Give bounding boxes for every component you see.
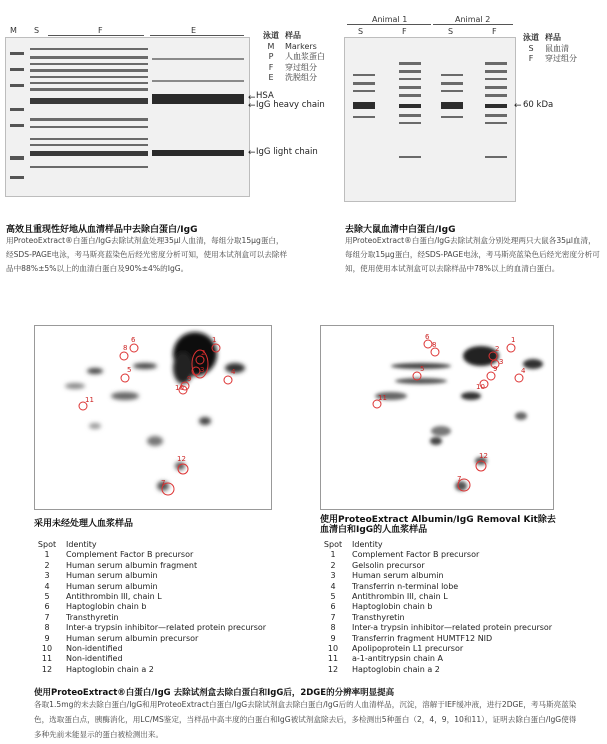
- lane-bracket-f: [48, 35, 144, 36]
- legend-row: F 穿过组分: [268, 62, 317, 72]
- table-row: 1 Complement Factor B precursor: [44, 550, 194, 560]
- table-row: 2 Gelsolin precursor: [330, 560, 425, 570]
- 2d-right-caption-line1: 使用ProteoExtract Albumin/IgG Removal Kit除去: [320, 515, 556, 525]
- 2d-left-caption: 采用未经处理人血浆样品: [34, 519, 134, 529]
- table-row: 12 Haptoglobin chain a 2: [327, 664, 440, 674]
- spot-label-11: 11: [378, 394, 387, 402]
- gel-image-human-serum: [5, 37, 250, 197]
- annotation-60kda: 60 kDa: [523, 100, 554, 110]
- arrow-icon: ←: [514, 101, 522, 111]
- spot-table-left: Spot Identity 1 Complement Factor B precursor 2 Human serum albumin fragment 3 Human serum albumin 4 Human serum albumin 5 Antithrombin III, chain L 6 Haptoglobin chain b 7 Transthyretin 8 Inter-a trypsin inhibitor—related protein precursor 9 Human serum albumin precursor 10 Non-identified 11 Non-identified 12 Haptoglobin chain a 2: [34, 540, 266, 675]
- table-row: 11 a-1-antitrypsin chain A: [327, 654, 444, 664]
- gel1-legend: 泳道 样品 M Markers P 人血浆蛋白 F 穿过组分 E 洗脱组分: [263, 31, 325, 82]
- spot-label-10: 10: [476, 383, 485, 391]
- spot-label-1: 1: [511, 336, 516, 344]
- table-row: 6 Haptoglobin chain b: [44, 602, 147, 612]
- spot-label-12: 12: [479, 452, 488, 460]
- table-row: 9 Transferrin fragment HUMTF12 NID: [330, 633, 493, 643]
- annotation-hsa: HSA: [256, 91, 274, 101]
- group-bracket-2: [433, 24, 513, 25]
- bottom-body: 各取1.5mg的未去除白蛋白/IgG和用ProteoExtract白蛋白/IgG去除试剂盒去除白蛋白/IgG后的人血清样品，沉淀，溶解于IEF缓冲液，进行2DGE，考马斯亮蓝染色，选取蛋白点，胰酶消化，用LC/MS鉴定，当样品中高丰度的白蛋白和IgG被试剂盒除去后，多检测出5种蛋白（2，4，9，10和11），证明去除白蛋白/IgG使得多种先前未能显示的蛋白被检测出来。: [34, 700, 577, 739]
- spot-label-5: 5: [127, 366, 132, 374]
- caption1-body: 用ProteoExtract®白蛋白/IgG去除试剂盒处理35μl人血清，每组分取15μg蛋白，经SDS-PAGE电泳，考马斯亮蓝染色后经光密度分析可知，使用本试剂盒可以去除样品中88%±5%以上的血清白蛋白及90%±4%的IgG。: [6, 236, 288, 273]
- legend-row: P 人血浆蛋白: [268, 52, 325, 61]
- table-row: 11 Non-identified: [41, 654, 123, 664]
- table-row: 4 Human serum albumin: [44, 581, 158, 591]
- spot-label-10: 10: [175, 384, 184, 392]
- spot-label-4: 4: [231, 368, 236, 376]
- group-bracket-1: [347, 24, 431, 25]
- spot-label-6: 6: [425, 333, 430, 341]
- spot-label-1: 1: [212, 336, 217, 344]
- table-row: 8 Inter-a trypsin inhibitor—related protein precursor: [330, 623, 553, 633]
- spot-label-9: 9: [187, 375, 192, 383]
- legend-row: M Markers: [267, 41, 317, 51]
- lane-label-f: F: [98, 26, 103, 35]
- spot-label-4: 4: [521, 367, 526, 375]
- spot-label-8: 8: [432, 341, 437, 349]
- spot-label-12: 12: [177, 455, 186, 463]
- lane-label-f: F: [402, 27, 407, 36]
- 2d-gel-spots-left: [35, 326, 271, 509]
- lane-bracket-e: [150, 35, 244, 36]
- table-row: 3 Human serum albumin: [330, 571, 444, 581]
- 2d-right-caption-line2: 血清白和IgG的人血浆样品: [320, 525, 428, 535]
- spot-label-2: 2: [495, 345, 500, 353]
- table-row: 1 Complement Factor B precursor: [330, 550, 480, 560]
- caption2-title: 去除大鼠血清中白蛋白/IgG: [345, 225, 456, 235]
- table-row: 8 Inter-a trypsin inhibitor—related protein precursor: [44, 623, 267, 633]
- table-row: 10 Apolipoprotein L1 precursor: [327, 644, 464, 654]
- gel-bands-rat: [345, 38, 515, 201]
- lane-label-e: E: [191, 26, 197, 35]
- spot-label-7: 7: [457, 475, 462, 483]
- spot-table-right: Spot Identity 1 Complement Factor B precursor 2 Gelsolin precursor 3 Human serum albumin 4 Transferrin n-terminal lobe 5 Antithrombin III, chain L 6 Haptoglobin chain b 7 Transthyretin 8 Inter-a trypsin inhibitor—related protein precursor 9 Transferrin fragment HUMTF12 NID 10 Apolipoprotein L1 precursor 11 a-1-antitrypsin chain A 12 Haptoglobin chain a 2: [320, 540, 552, 675]
- gel-bands-human: [6, 38, 249, 196]
- table-row: 4 Transferrin n-terminal lobe: [330, 581, 459, 591]
- caption2-body: 用ProteoExtract®白蛋白/IgG去除试剂盒分别处理两只大鼠各35μl血清，每组分取15μg蛋白，经SDS-PAGE电泳，考马斯亮蓝染色后经光密度分析可知，使用使用本试剂盒可以去除样品中78%以上的血清白蛋白。: [345, 236, 600, 273]
- spot-label-5: 5: [420, 365, 425, 373]
- annotation-igg-light: IgG light chain: [256, 147, 318, 157]
- table-row: 5 Antithrombin III, chain L: [330, 592, 448, 602]
- table-row: 7 Transthyretin: [44, 612, 119, 622]
- legend-row: S 鼠血清: [528, 43, 569, 53]
- caption1-title: 高效且重现性好地从血清样品中去除白蛋白/IgG: [6, 225, 198, 235]
- legend-row: E 洗脱组分: [268, 73, 317, 82]
- spot-label-8: 8: [123, 344, 128, 352]
- spot-label-3: 3: [499, 358, 504, 366]
- 2d-gel-spots-right: [321, 326, 553, 509]
- spot-label-2: 2: [201, 349, 206, 357]
- table-row: 10 Non-identified: [41, 644, 123, 654]
- bottom-title: 使用ProteoExtract®白蛋白/IgG 去除试剂盒去除白蛋白和IgG后，2DGE的分辨率明显提高: [34, 688, 395, 698]
- arrow-icon: ←: [248, 101, 256, 111]
- gel2-legend: 泳道 样品 S 鼠血清 F 穿过组分: [523, 33, 577, 63]
- table-row: 3 Human serum albumin: [44, 571, 158, 581]
- legend-row: F 穿过组分: [528, 54, 577, 63]
- lane-label-s: S: [448, 27, 454, 36]
- lane-label-s: S: [358, 27, 364, 36]
- 2d-gel-left: [34, 325, 272, 510]
- arrow-icon: ←: [248, 93, 256, 103]
- spot-label-3: 3: [200, 366, 205, 374]
- gel-image-rat-serum: [344, 37, 516, 202]
- spot-label-7: 7: [161, 479, 166, 487]
- spot-label-6: 6: [131, 336, 136, 344]
- table-row: 5 Antithrombin III, chain L: [44, 592, 162, 602]
- table-row: 12 Haptoglobin chain a 2: [41, 664, 154, 674]
- table-row: 7 Transthyretin: [330, 612, 405, 622]
- spot-label-11: 11: [85, 396, 94, 404]
- lane-label-s: S: [34, 26, 40, 35]
- table-row: 6 Haptoglobin chain b: [330, 602, 433, 612]
- table-row: 2 Human serum albumin fragment: [44, 560, 198, 570]
- arrow-icon: ←: [248, 148, 256, 158]
- group-label-animal1: Animal 1: [372, 15, 408, 24]
- annotation-igg-heavy: IgG heavy chain: [256, 100, 325, 110]
- 2d-gel-right: [320, 325, 554, 510]
- lane-label-m: M: [10, 26, 17, 35]
- table-row: 9 Human serum albumin precursor: [44, 633, 199, 643]
- group-label-animal2: Animal 2: [455, 15, 491, 24]
- lane-label-f: F: [492, 27, 497, 36]
- spot-label-9: 9: [493, 365, 498, 373]
